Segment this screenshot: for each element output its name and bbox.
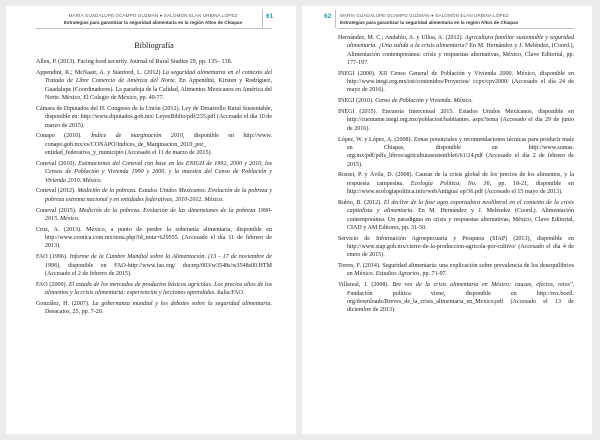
header-authors: MARÍA GUADALUPE OCAMPO GUZMÁN ● SALOMÓN ELAN URBINA LÓPEZ — [340, 13, 509, 18]
reference-text: pp. 71-97. — [420, 271, 448, 278]
header-subtitle: Estrategias para garantizar la seguridad alimentaria en la región Altos de Chiapas — [63, 20, 243, 25]
reference-entry — [338, 34, 574, 67]
reference-italic-title: Estimaciones del Coneval con base en las ENIGH de 1992, 2000 y 2010, los Censos de Población y Vivienda 1990 y 2000, y la muestra del Censo de Población y Vivienda 2010. México. — [45, 160, 272, 184]
reference-text: Italia:FAO. — [215, 290, 245, 297]
reference-text: Cámara de Diputados del H. Congreso de la Unión (2012). Ley de Desarrollo Rural Sustentable, disponible en: http://www.diputados.gob.mx/ LeyesBiblio/pdf/235.pdf (Accesado el día 10 de marzo de 2015). — [36, 105, 273, 129]
reference-entry — [338, 136, 574, 169]
header-authors: MARÍA GUADALUPE OCAMPO GUZMÁN ● SALOMÓN ELAN URBINA LÓPEZ — [68, 13, 238, 18]
page-number: 62 — [324, 13, 332, 20]
reference-italic-title: Estudios Agrarios, — [375, 271, 421, 278]
reference-entry — [36, 105, 272, 130]
reference-text: Cruz, A. (2013). México, a punto de perder la soberanía alimentaria, disponible en http://www.cronica.com.mx/nota.php?id_nota=629555. (Accesado el día 11 de febrero de 2013). — [36, 226, 272, 250]
reference-text: pp. 18-21, disponible en http://www.ecologiapolitica.info/webAntigua/ ep/36.pdf (Accesado el 15 mayo de 2013). — [347, 180, 574, 196]
reference-text: Coneval (2015). — [36, 207, 79, 214]
reference-text: Coneval (2010). — [36, 160, 79, 167]
reference-entry — [36, 187, 272, 204]
reference-text: Villareal, J. (2008). — [338, 282, 393, 289]
reference-italic-title: Agricultura familiar sustentable y seguridad alimentaria. ¿Una salida a la crisis alimentaria? — [347, 35, 574, 50]
reference-text: FAO (1996). — [36, 254, 70, 261]
reference-text: Rosset, P. y Ávila, D. (2008). Causas de la crisis global de los precios de los alimentos, y la respuesta campesina. — [338, 172, 574, 187]
reference-text: INEGI (2010). — [338, 98, 376, 105]
running-header — [340, 12, 570, 26]
reference-entry — [338, 97, 574, 105]
reference-entry — [36, 58, 272, 66]
running-header — [38, 12, 268, 26]
reference-entry — [338, 235, 574, 260]
reference-entry — [338, 199, 574, 232]
reference-text: Desacatos, 25, pp. 7-20. — [45, 309, 104, 316]
reference-text: INEGI (2015). Encuesta Intercensal 2015. Estados Unidos Mexicanos, disponible en http://cuentame.inegi.org.mx/poblacion/habitantes. aspx?tema (Accesado el día 29 de junio de 2016). — [338, 109, 574, 132]
reference-text: En M. Hernández y J. Meléndez, (Coord.), Alimentación contemporánea: crisis y respuestas alternativas, México, Clave Editorial, pp. 177-197. — [347, 43, 575, 66]
reference-text: Torres, F. (2014). Seguridad alimentaria: una explicación sobre prevalencia de los desequilibrios en México. — [338, 263, 574, 278]
reference-text: Rubio, B. (2012). — [338, 199, 384, 206]
page-body — [36, 34, 272, 319]
section-heading: Bibliografía — [134, 41, 174, 50]
right-page — [302, 6, 592, 434]
reference-italic-title: La seguridad alimentaria en el contexto del Tratado de Libre Comercio de América del Norte. — [45, 70, 272, 85]
reference-text: Conapo (2010). — [36, 133, 92, 140]
reference-entry — [36, 253, 272, 278]
reference-entry — [338, 171, 574, 196]
reference-entry — [36, 281, 272, 298]
reference-entry — [36, 300, 272, 317]
reference-text: Allen, P. (2013). Facing food security. Journal of Rural Studies 29, pp. 135– 138. — [36, 59, 233, 66]
reference-list — [338, 34, 574, 315]
reference-entry — [36, 160, 272, 185]
reference-italic-title: Medición de la pobreza. Evolución de las dimensiones de la pobreza 1990-2015. México. — [45, 207, 272, 222]
reference-text: FAO (2009). — [36, 281, 69, 288]
reference-entry — [36, 207, 272, 224]
header-rule — [338, 28, 574, 29]
reference-italic-title: La gobernanza mundial y los debates sobre la seguridad alimentaria. — [92, 300, 272, 307]
header-divider — [262, 10, 263, 28]
reference-text: Fundación política viene, disponible en http://mx.boell. org/downloads/Breves_de_la_crisis_alimentaria_en_Mexico.pdf (Accesado el 13 de diciembre de 2013). — [347, 290, 574, 314]
reference-list — [36, 58, 272, 316]
reference-italic-title: Informe de la Cumbre Mundial sobre la Alimentación. (13 - 17 de noviembre de 1996), — [45, 254, 272, 269]
reference-text: En M. Hernández y J. Meléndez (Coord.). Alimentación contemporánea. Un paradigma en crisis y respuestas alternativas, México, Clave Editorial, CIAD y AM Editores, pp. 31-50. — [347, 208, 574, 231]
header-divider — [335, 10, 336, 28]
reference-text: INEGI (2000). XII Censo General de Población y Vivienda 2000, México, disponible en http://www.inegi.org.mx/est/contenidos/Proyectos/ ccpv/cpv2000/ (Accesado el día 24 de mayo de 2016). — [338, 70, 574, 94]
reference-entry — [338, 262, 574, 279]
left-page — [6, 6, 296, 434]
reference-text: disponible en http://www. conapo.gob.mx/es/CONAPO/Indices_de_Marginacion_2010_por_ entidad_federativa_y_municipio (Accesado el 11 de marzo de 2015). — [45, 133, 273, 157]
reference-entry — [338, 70, 574, 95]
reference-italic-title: Medición de la pobreza. Estados Unidos Mexicanos. Evolución de la pobreza y pobreza extrema nacional y en entidades federativas, 2010-2012. México. — [45, 188, 272, 203]
reference-entry — [36, 226, 272, 251]
page-number: 61 — [266, 13, 274, 20]
reference-text: González, H. (2007). — [36, 300, 93, 307]
reference-entry — [338, 281, 574, 314]
reference-text: Servicio de Información Agroepecuaria y Pesquera (SIAP) (2013), disponible en http://www.siap.gob.mx/cierre-de-la-produccion-agricola-por-cultivo/ (Accesado el día 4 de enero de 2015). — [338, 235, 574, 259]
reference-text: Hernández, M. C.; Andablo, A. y Ulloa, A. (2012). — [338, 35, 465, 41]
reference-entry — [36, 132, 272, 157]
reference-entry — [36, 69, 272, 102]
reference-text: disponible en FAO-http://www.fao.org/ docrep/003/w3548s/w3548s00.HTM (Accesado el 2 de febrero de 2015). — [45, 262, 272, 277]
header-subtitle: Estrategias para garantizar la seguridad alimentaria en la región Altos de Chiapas — [340, 20, 519, 25]
reference-italic-title: Índice de marginación 2010, — [91, 133, 185, 140]
reference-italic-title: Censo de Población y Vivienda. México. — [375, 98, 473, 105]
reference-text: En Appendini, Kirsten y Rodríguez, Guadalupe (Coordinadores). La paradoja de la Calidad, Alimentos Mexicanos en América del Norte. México, El Colegio de México, pp. 49-77. — [45, 78, 272, 102]
reference-text: López, W. y López, A. (2008). Zonas potenciales y recomendaciones técnicas para producir maíz en Chiapas, disponible en http://www.somas. org.mx/pdf/pdfs_libros/agriculturasostenible6/61/24.pdf (Accesado el día 2 de febrero de 2015). — [338, 136, 574, 168]
page-body — [338, 34, 574, 317]
reference-italic-title: Bre ves de la crisis alimentaria en México: causas, efectos, retos", — [392, 282, 574, 289]
reference-entry — [338, 108, 574, 133]
reference-text: Appendini, K.; McNaair, A. y Stanford, L. (2012) — [36, 70, 163, 77]
reference-italic-title: El declive de la fase agro exportadora neoliberal en el contexto de la crisis capitalista y alimentaria. — [347, 199, 574, 215]
reference-text: Coneval (2012). — [36, 188, 78, 195]
reference-italic-title: El estado de los mercados de productos básicos agrícolas. Los precios altos de los alimentos y la crisis alimentaria: experiencias y lecciones aprendidas. — [45, 281, 272, 297]
reference-italic-title: Ecología Política, No. 36, — [410, 180, 492, 187]
header-rule — [36, 28, 272, 29]
